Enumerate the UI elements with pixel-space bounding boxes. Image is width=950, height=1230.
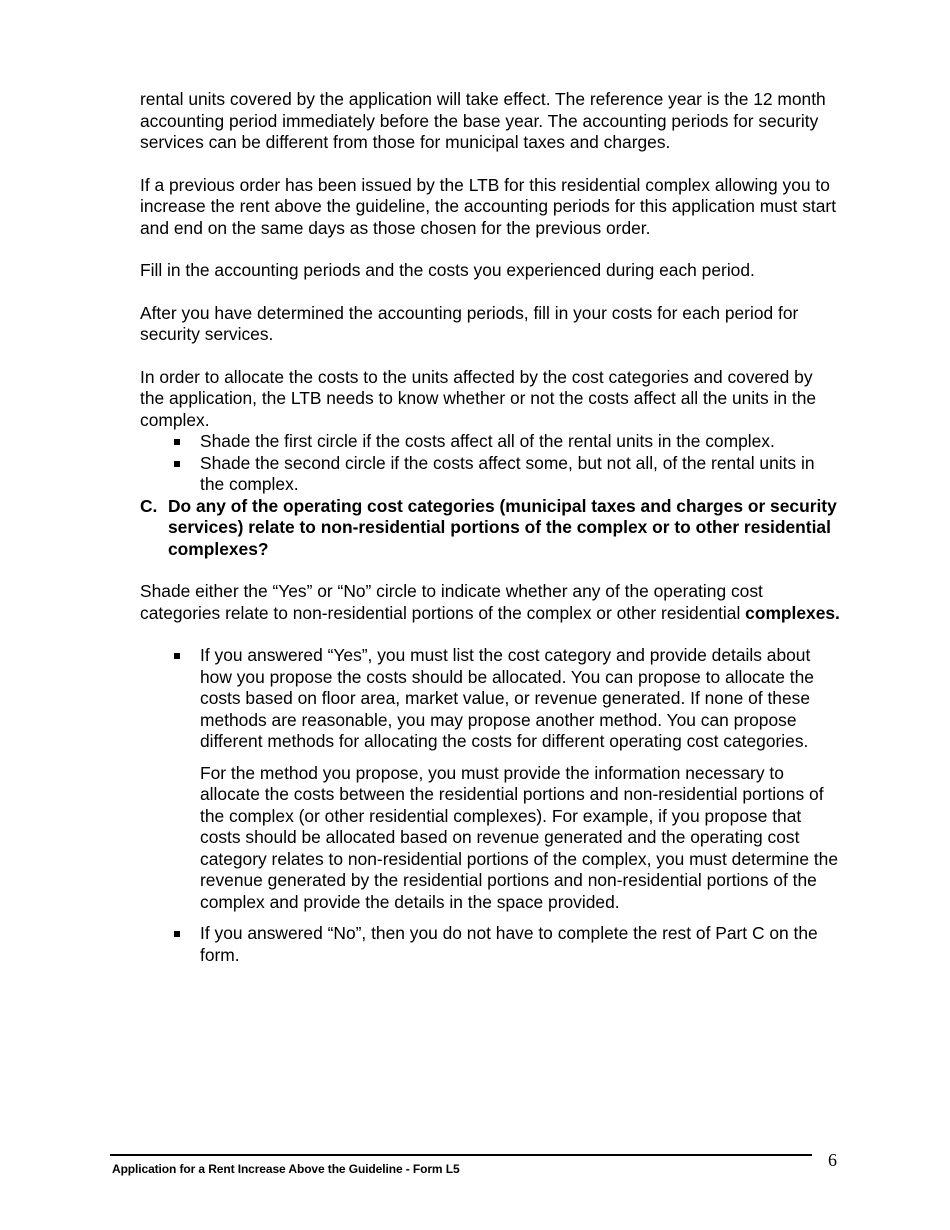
section-c-letter: C. bbox=[140, 495, 158, 516]
paragraph-reference-year: rental units covered by the application will take effect. The reference year is the 12 month accounting period immediately before the base year. The accounting periods for security services can be different from those for municipal taxes and charges. bbox=[140, 89, 826, 152]
footer-title: Application for a Rent Increase Above the Guideline - Form L5 bbox=[112, 1162, 460, 1176]
section-c-heading-text: Do any of the operating cost categories (municipal taxes and charges or security services) relate to non-residential portions of the complex or to other residential complexes? bbox=[168, 495, 837, 559]
section-c-intro bbox=[140, 581, 840, 624]
footer-divider bbox=[110, 1154, 812, 1156]
section-c-intro-text: Shade either the “Yes” or “No” circle to indicate whether any of the operating cost categories relate to non-residential portions of the complex or other residential bbox=[140, 581, 763, 623]
circle-instructions-list bbox=[140, 431, 840, 496]
section-c-answer-list bbox=[140, 645, 840, 753]
paragraph-security-costs: After you have determined the accounting periods, fill in your costs for each period for security services. bbox=[140, 302, 799, 344]
list-item-yes: If you answered “Yes”, you must list the cost category and provide details about how you propose the costs should be allocated. You can propose to allocate the costs based on floor area, market value, or revenue generated. If none of these methods are reasonable, you may propose another method. You can propose different methods for allocating the costs for different operating cost categories. bbox=[140, 645, 840, 753]
paragraph-previous-order: If a previous order has been issued by the LTB for this residential complex allowing you to increase the rent above the guideline, the accounting periods for this application must start and end on the same days as those chosen for the previous order. bbox=[140, 174, 837, 238]
list-item-no: If you answered “No”, then you do not have to complete the rest of Part C on the form. bbox=[140, 923, 840, 966]
section-c-answer-list-no bbox=[140, 923, 840, 966]
page-number: 6 bbox=[828, 1150, 837, 1170]
section-c-heading bbox=[140, 496, 840, 561]
document-body bbox=[140, 89, 840, 976]
paragraph-allocate-costs: In order to allocate the costs to the units affected by the cost categories and covered by the application, the LTB needs to know whether or not the costs affect all the units in the complex. bbox=[140, 366, 817, 430]
section-c-intro-bold: complexes. bbox=[745, 602, 840, 623]
paragraph-fill-periods: Fill in the accounting periods and the costs you experienced during each period. bbox=[140, 260, 755, 280]
method-paragraph: For the method you propose, you must provide the information necessary to allocate the costs between the residential portions and non-residential portions of the complex (or other residential complexes). For example, if you propose that costs should be allocated based on revenue generated and the operating cost category relates to non-residential portions of the complex, you must determine the revenue generated by the residential portions and non-residential portions of the complex and provide the details in the space provided. bbox=[200, 762, 838, 912]
list-item: Shade the second circle if the costs affect some, but not all, of the rental units in the complex. bbox=[140, 453, 840, 496]
list-item: Shade the first circle if the costs affect all of the rental units in the complex. bbox=[140, 431, 840, 453]
